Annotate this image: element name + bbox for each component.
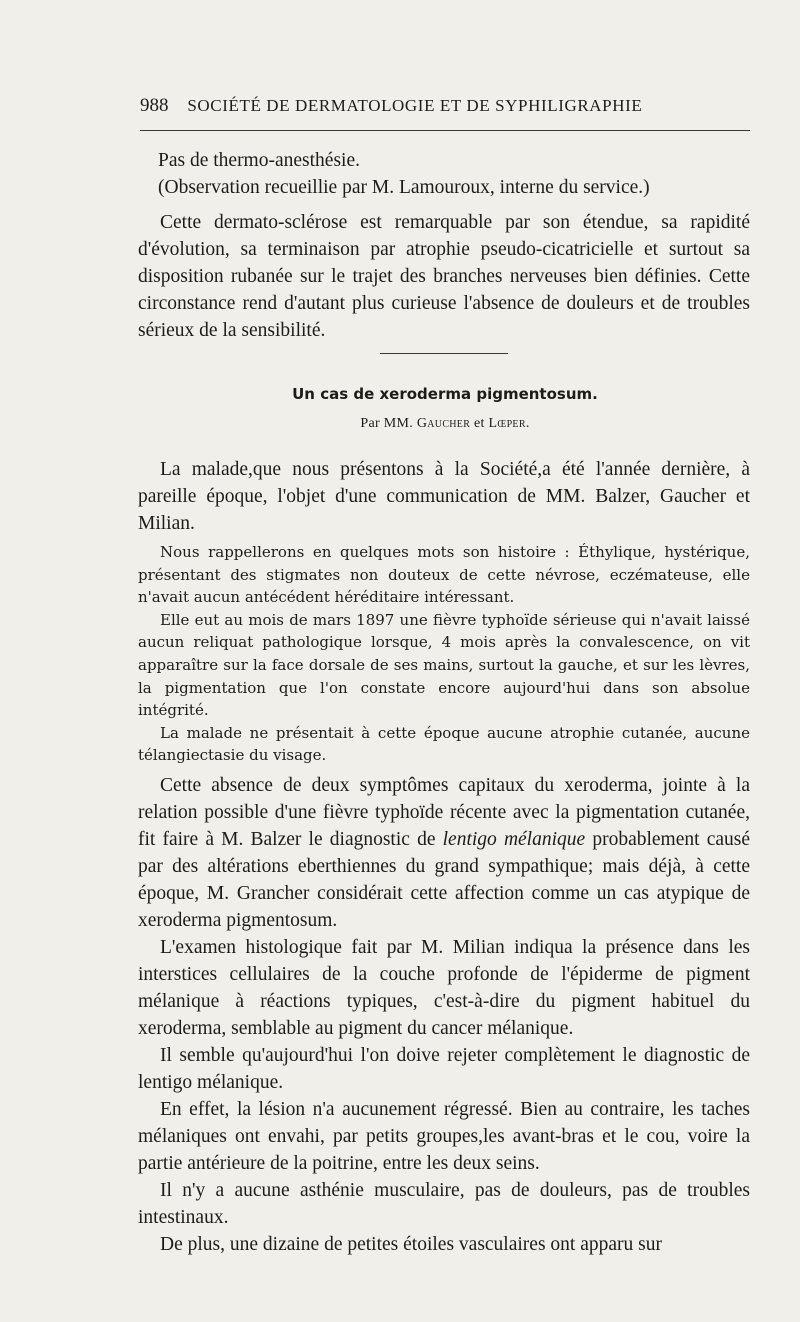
authors-joiner: et	[474, 416, 485, 431]
paragraph-history: Nous rappellerons en quelques mots son histoire : Éthylique, hystérique, présentant des stigmates non douteux de cette névrose, eczémateuse, elle n'avait aucun antécédent héréditaire intéressant.	[138, 543, 750, 607]
history-block	[138, 541, 750, 767]
paragraph-reject: Il semble qu'aujourd'hui l'on doive rejeter complètement le diagnostic de lentigo mélanique.	[138, 1045, 750, 1093]
line-thermo: Pas de thermo-anesthésie.	[158, 150, 360, 171]
line-observation: (Observation recueillie par M. Lamouroux, interne du service.)	[158, 177, 650, 198]
observation-end	[138, 147, 750, 201]
paragraph-no-atrophy: La malade ne présentait à cette époque aucune atrophie cutanée, aucune télangiectasie du visage.	[138, 723, 750, 765]
running-header	[140, 95, 750, 117]
running-title: SOCIÉTÉ DE DERMATOLOGIE ET DE SYPHILIGRAPHIE	[187, 96, 643, 115]
paragraph-histology: L'examen histologique fait par M. Milian indiqua la présence dans les interstices cellulaires de la couche profonde de l'épiderme de pigment mélanique à réactions typiques, c'est-à-dire du pigment habituel du xeroderma, semblable au pigment du cancer mélanique.	[138, 937, 750, 1039]
discussion-block	[138, 772, 750, 1258]
paragraph-vascular-stars: De plus, une dizaine de petites étoiles vasculaires ont apparu sur	[160, 1234, 662, 1255]
page-number: 988	[140, 95, 169, 116]
authors-prefix: Par MM.	[360, 416, 414, 431]
paragraph-intro: La malade,que nous présentons à la Société,a été l'année dernière, à pareille époque, l'objet d'une communication de MM. Balzer, Gaucher et Milian.	[138, 459, 750, 534]
header-rule	[140, 130, 750, 131]
article-authors	[140, 416, 750, 432]
paragraph-asthenia: Il n'y a aucune asthénie musculaire, pas de douleurs, pas de troubles intestinaux.	[138, 1180, 750, 1228]
intro-block	[138, 456, 750, 537]
absence-text-after: probablement causé par des altérations eberthiennes du grand sympathique; mais déjà, à cette époque, M. Grancher considérait cette affection comme un cas atypique de xeroderma pigmentosum.	[138, 829, 751, 931]
absence-text-before: Cette absence de deux symptômes capitaux du xeroderma, jointe à la relation possible d'une fièvre typhoïde récente avec la pigmentation cutanée, fit faire à M. Balzer le diagnostic de	[138, 775, 750, 850]
author-gaucher: Gaucher	[416, 416, 471, 431]
author-loeper: Lœper.	[488, 416, 530, 431]
paragraph-conclusion: Cette dermato-sclérose est remarquable par son étendue, sa rapidité d'évolution, sa terminaison par atrophie pseudo-cicatricielle et surtout sa disposition rubanée sur le trajet des branches nerveuses bien définies. Cette circonstance rend d'autant plus curieuse l'absence de douleurs et de troubles sérieux de la sensibilité.	[138, 212, 750, 341]
paragraph-absence	[138, 772, 750, 934]
article-title: Un cas de xeroderma pigmentosum.	[292, 385, 598, 403]
conclusion-paragraph-block	[138, 209, 750, 344]
section-divider	[380, 353, 508, 354]
paragraph-typhoid: Elle eut au mois de mars 1897 une fièvre typhoïde sérieuse qui n'avait laissé aucun reliquat pathologique lorsque, 4 mois après la convalescence, on vit apparaître sur la face dorsale de ses mains, surtout la gauche, et sur les lèvres, la pigmentation que l'on constate encore aujourd'hui dans son absolue intégrité.	[138, 610, 750, 720]
paragraph-effect: En effet, la lésion n'a aucunement régressé. Bien au contraire, les taches mélaniques ont envahi, par petits groupes,les avant-bras et le cou, voire la partie antérieure de la poitrine, entre les deux seins.	[138, 1099, 750, 1174]
absence-italic-lentigo: lentigo mélanique	[442, 829, 586, 850]
